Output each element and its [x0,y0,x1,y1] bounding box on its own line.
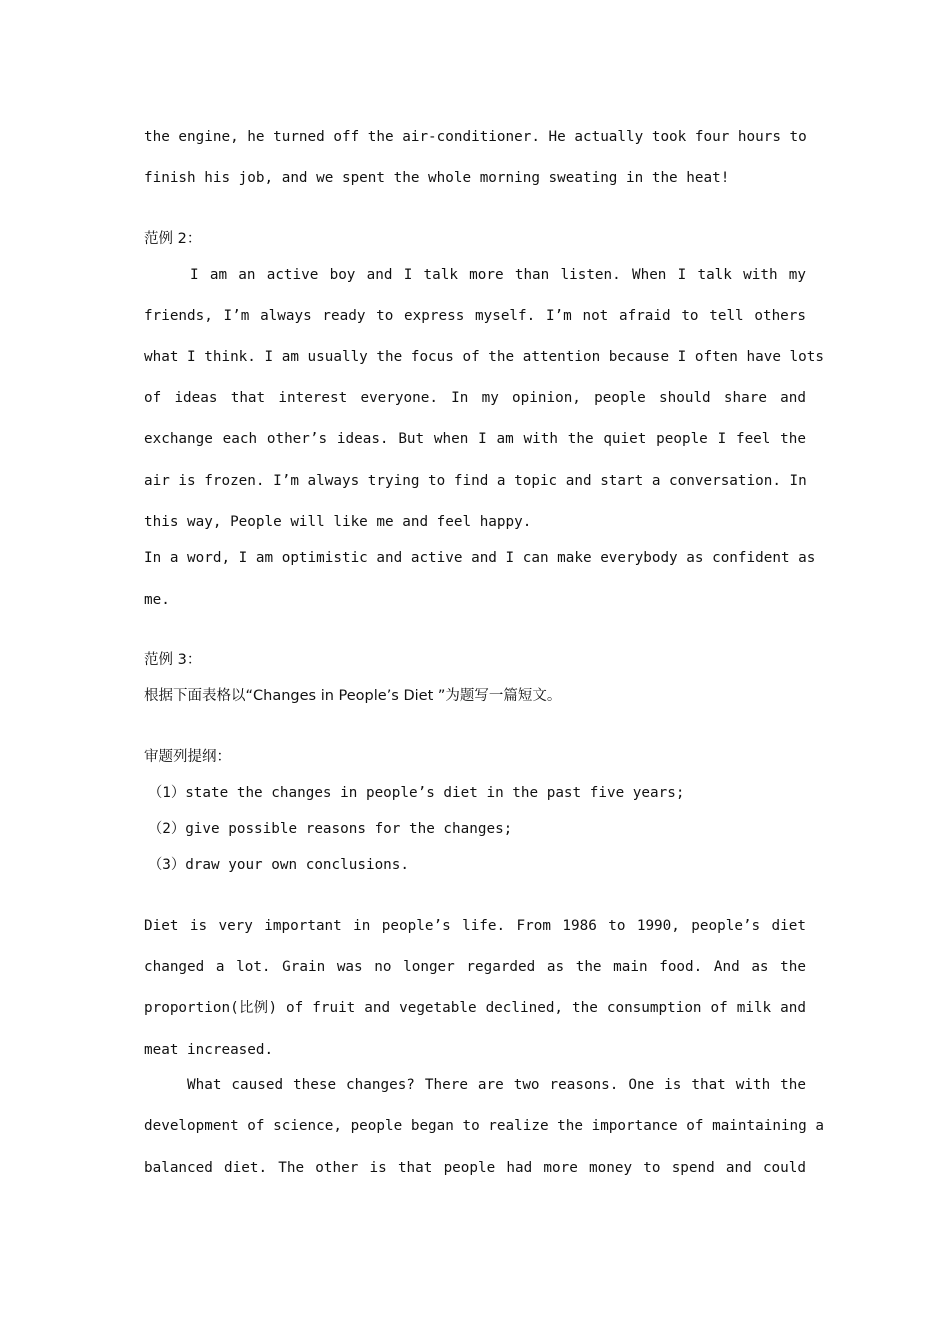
text-line: meat increased. [144,1042,274,1058]
example-3-instruction: 根据下面表格以“Changes in People’s Diet ”为题写一篇短文。 [144,688,562,704]
text-line: friends, I’m always ready to express myself. I’m not afraid to tell others [144,308,806,324]
text-line: air is frozen. I’m always trying to find a topic and start a conversation. In [144,473,807,489]
outline-heading: 审题列提纲： [144,749,231,765]
example-2-heading: 范例 2： [144,231,202,247]
text-line: What caused these changes? There are two reasons. One is that with the [187,1077,806,1093]
text-line: finish his job, and we spent the whole morning sweating in the heat! [144,170,730,186]
text-line: development of science, people began to realize the importance of maintaining a [144,1118,824,1134]
text-line: this way, People will like me and feel happy. [144,514,532,530]
outline-item: （1）state the changes in people’s diet in the past five years; [148,785,685,801]
text-line: exchange each other’s ideas. But when I am with the quiet people I feel the [144,431,806,447]
text-line: of ideas that interest everyone. In my opinion, people should share and [144,390,806,406]
text-line: Diet is very important in people’s life. From 1986 to 1990, people’s diet [144,918,806,934]
text-line: the engine, he turned off the air-conditioner. He actually took four hours to [144,129,807,145]
text-line: In a word, I am optimistic and active and I can make everybody as confident as [144,550,816,566]
outline-item: （2）give possible reasons for the changes; [148,821,513,837]
example-3-heading: 范例 3： [144,652,202,668]
text-line: changed a lot. Grain was no longer regarded as the main food. And as the [144,959,806,975]
text-line: proportion(比例) of fruit and vegetable declined, the consumption of milk and [144,1000,806,1016]
text-line: I am an active boy and I talk more than listen. When I talk with my [190,267,806,283]
outline-item: （3）draw your own conclusions. [148,857,409,873]
text-line: balanced diet. The other is that people had more money to spend and could [144,1160,806,1176]
text-line: what I think. I am usually the focus of the attention because I often have lots [144,349,824,365]
text-line: me. [144,592,170,608]
